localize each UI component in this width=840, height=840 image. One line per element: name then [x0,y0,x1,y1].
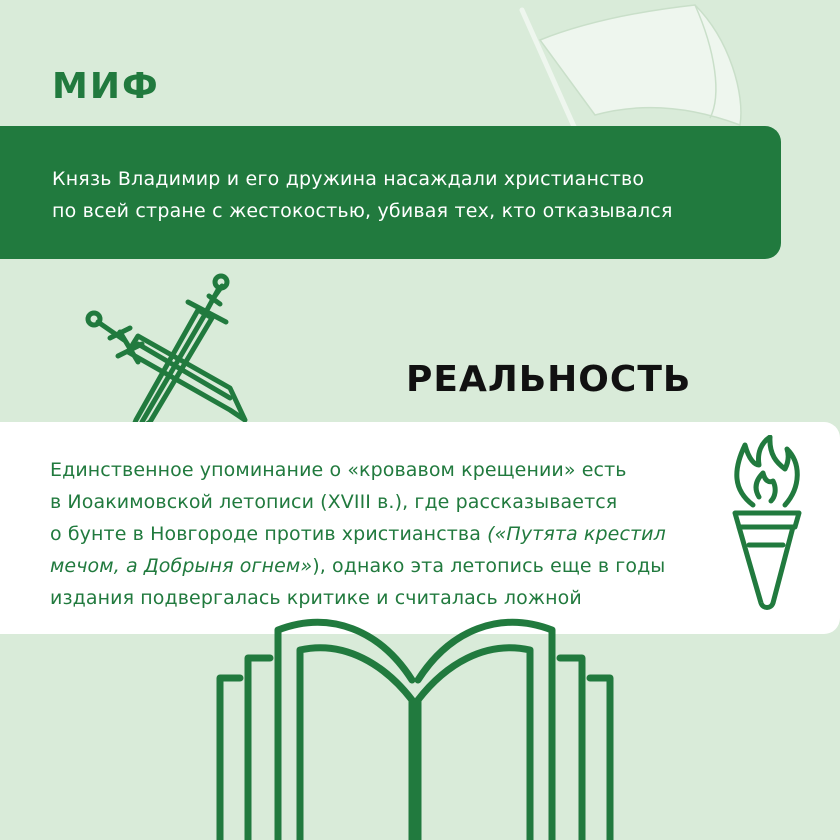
myth-panel [0,126,781,259]
reality-text-line: Единственное упоминание о «кровавом крещении» есть [50,459,627,481]
open-book-icon [200,610,630,840]
flag-icon [500,0,760,140]
reality-text-line [50,518,730,550]
reality-quote: («Путята крестил [487,523,666,545]
reality-text [50,454,730,614]
myth-heading: МИФ [52,66,160,107]
reality-heading: РЕАЛЬНОСТЬ [406,359,692,400]
torch-icon [715,435,820,615]
reality-text-segment: о бунте в Новгороде против христианства [50,523,488,545]
reality-text-line: издания подвергалась критике и считалась ложной [50,587,582,609]
reality-text-segment: ), однако эта летопись еще в годы [312,555,666,577]
reality-panel [0,422,840,634]
reality-text-line [50,550,730,582]
myth-text [52,163,752,227]
sword-icon [130,276,227,435]
reality-quote: мечом, а Добрыня огнем» [50,555,313,577]
reality-text-line: в Иоакимовской летописи (XVIII в.), где рассказывается [50,491,618,513]
myth-text-line: по всей стране с жестокостью, убивая тех, кто отказывался [52,200,673,222]
myth-text-line: Князь Владимир и его дружина насаждали христианство [52,168,645,190]
